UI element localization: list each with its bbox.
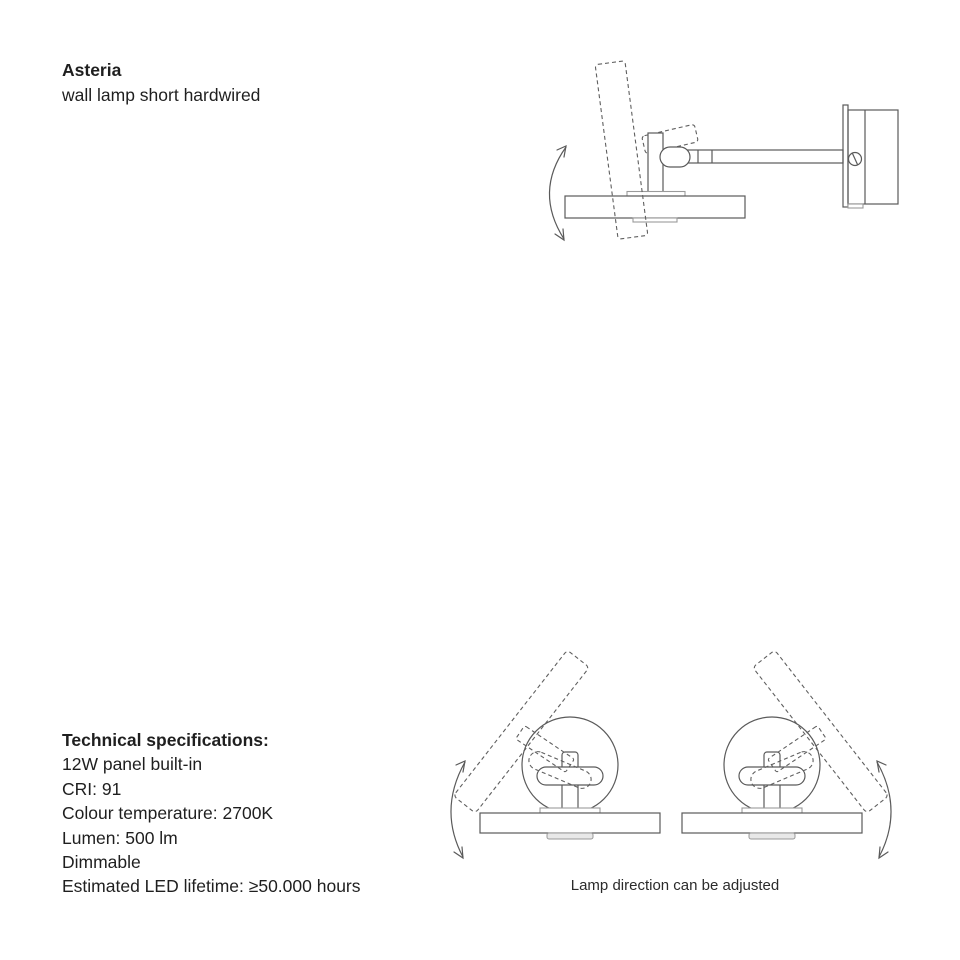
front-view-adjust-diagram [430, 645, 920, 873]
product-name: Asteria [62, 60, 122, 80]
adjustment-caption: Lamp direction can be adjusted [570, 877, 780, 894]
spec-item: Colour temperature: 2700K [62, 803, 274, 824]
lamp-arm [680, 150, 843, 163]
spec-item: CRI: 91 [62, 778, 122, 799]
tilted-panel-dashed-icon [595, 61, 648, 239]
spec-item: Dimmable [62, 852, 141, 873]
lamp-tilt-left [451, 650, 660, 858]
spec-item: 12W panel built-in [62, 754, 203, 775]
rotation-arrow-icon [549, 146, 566, 240]
wall-mount [843, 105, 898, 208]
side-view-diagram [520, 40, 940, 260]
spec-item: Estimated LED lifetime: ≥50.000 hours [62, 876, 361, 897]
product-title-block [62, 58, 260, 107]
product-subtitle: wall lamp short hardwired [62, 84, 261, 105]
technical-specifications [62, 728, 361, 899]
lamp-tilt-right [682, 650, 891, 858]
lamp-stem [648, 133, 663, 193]
spec-item: Lumen: 500 lm [62, 827, 178, 848]
lamp-panel-side [565, 192, 745, 223]
specs-heading: Technical specifications: [62, 730, 269, 750]
pivot-joint [660, 147, 690, 167]
